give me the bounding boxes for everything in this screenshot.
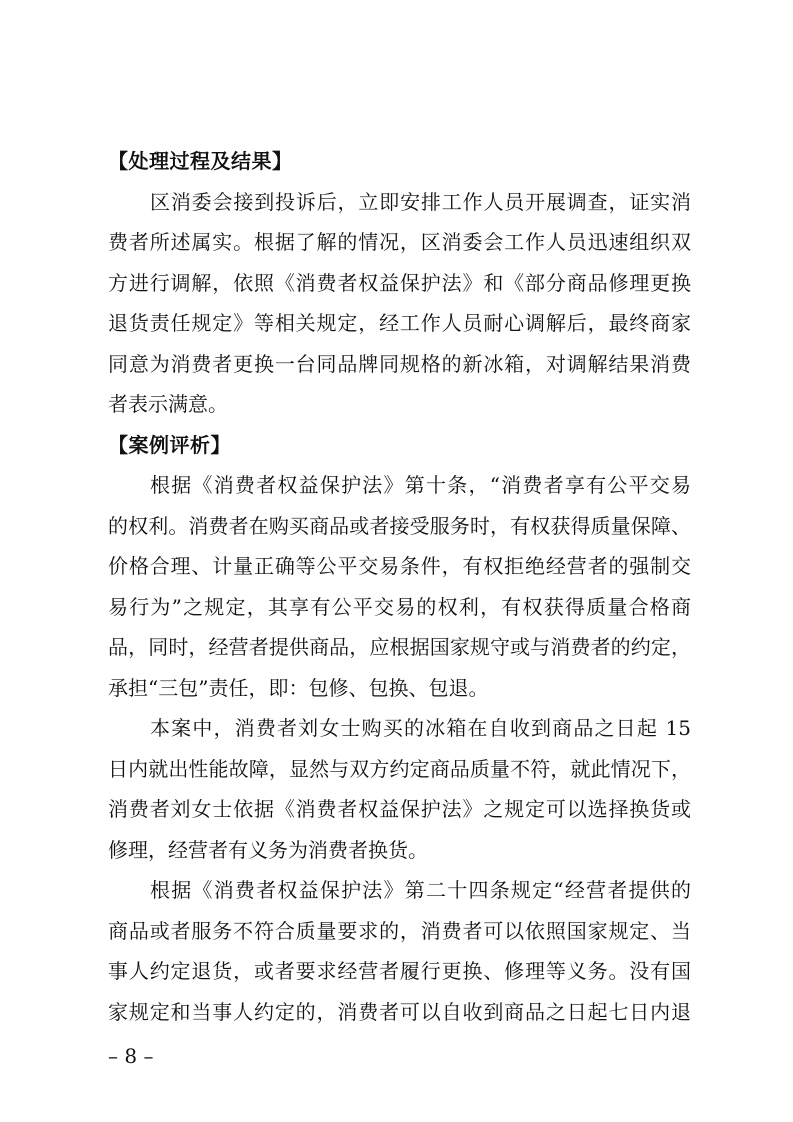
section-heading: 【处理过程及结果】	[108, 149, 293, 173]
paragraph-line: 日内就出性能故障，显然与双方约定商品质量不符，就此情况下，	[108, 756, 691, 781]
paragraph	[108, 708, 691, 870]
paragraph-line: 费者所述属实。根据了解的情况，区消委会工作人员迅速组织双	[108, 230, 691, 254]
paragraph	[108, 182, 691, 425]
paragraph-line: 修理，经营者有义务为消费者换货。	[108, 837, 428, 862]
paragraph-line: 方进行调解，依照《消费者权益保护法》和《部分商品修理更换	[108, 270, 691, 295]
paragraph-line: 根据《消费者权益保护法》第十条，“消费者享有公平交易	[150, 473, 691, 497]
paragraph-line: 价格合理、计量正确等公平交易条件，有权拒绝经营者的强制交	[108, 554, 691, 578]
paragraph-line: 退货责任规定》等相关规定，经工作人员耐心调解后，最终商家	[108, 311, 691, 335]
document-body	[108, 141, 691, 1032]
paragraph-line: 同意为消费者更换一台同品牌同规格的新冰箱，对调解结果消费	[108, 351, 691, 376]
section-heading: 【案例评析】	[108, 432, 231, 457]
paragraph-line: 本案中，消费者刘女士购买的冰箱在自收到商品之日起 15	[150, 716, 691, 740]
paragraph-line: 承担“三包”责任，即：包修、包换、包退。	[108, 675, 489, 700]
paragraph-line: 商品或者服务不符合质量要求的，消费者可以依照国家规定、当	[108, 918, 691, 943]
paragraph-line: 易行为”之规定，其享有公平交易的权利，有权获得质量合格商	[108, 594, 691, 619]
paragraph-line: 根据《消费者权益保护法》第二十四条规定“经营者提供的	[150, 878, 691, 902]
section-process-result	[108, 141, 691, 425]
paragraph	[108, 870, 691, 1032]
page-number: – 8 –	[108, 1044, 154, 1068]
paragraph-line: 消费者刘女士依据《消费者权益保护法》之规定可以选择换货或	[108, 797, 691, 821]
section-case-analysis	[108, 425, 691, 1033]
paragraph-line: 品，同时，经营者提供商品，应根据国家规守或与消费者的约定，	[108, 635, 691, 659]
paragraph	[108, 465, 691, 708]
paragraph-line: 家规定和当事人约定的，消费者可以自收到商品之日起七日内退	[108, 999, 691, 1024]
paragraph-line: 区消委会接到投诉后，立即安排工作人员开展调查，证实消	[150, 189, 691, 214]
paragraph-line: 者表示满意。	[108, 392, 228, 416]
paragraph-line: 的权利。消费者在购买商品或者接受服务时，有权获得质量保障、	[108, 513, 691, 538]
paragraph-line: 事人约定退货，或者要求经营者履行更换、修理等义务。没有国	[108, 959, 691, 983]
